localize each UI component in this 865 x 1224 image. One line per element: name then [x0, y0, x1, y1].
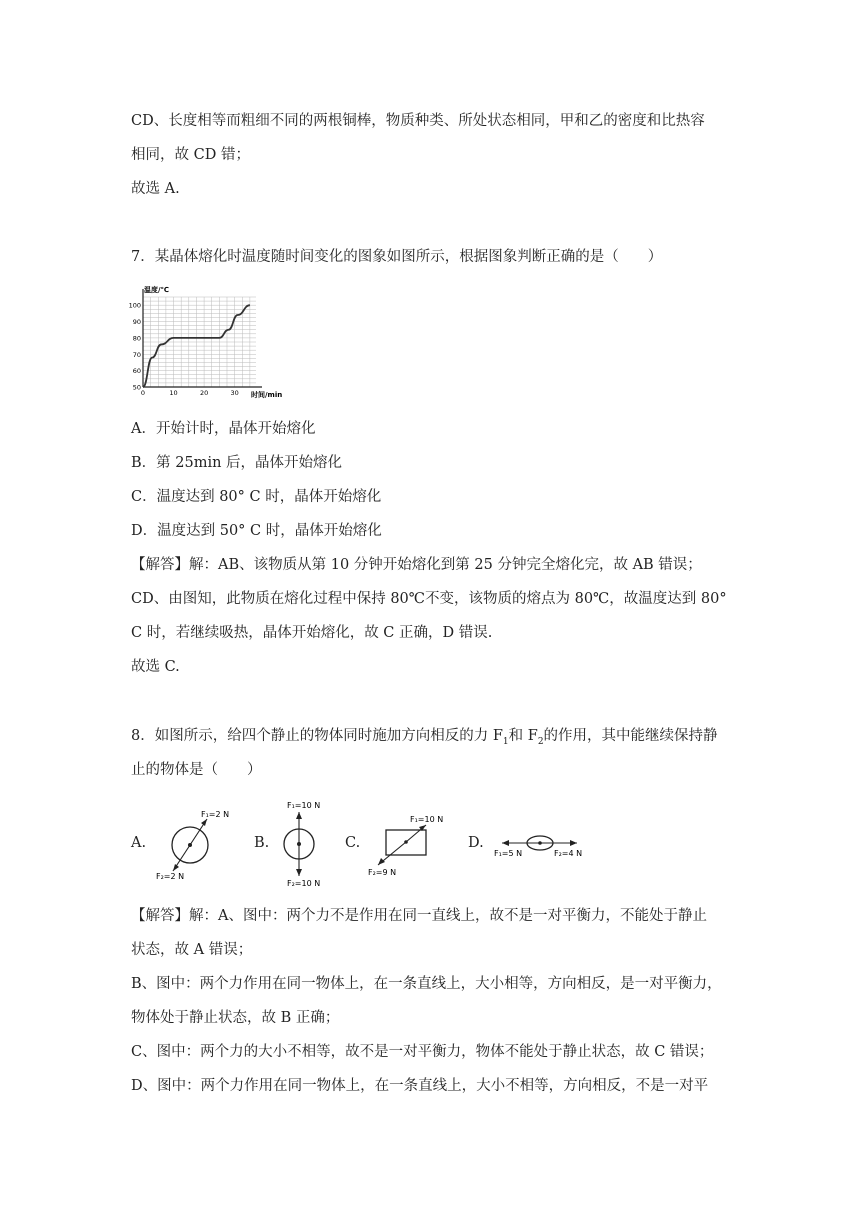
solution-line: 状态，故 A 错误； — [131, 942, 253, 958]
solution-line: 【解答】解：AB、该物质从第 10 分钟开始熔化到第 25 分钟完全熔化完，故 AB 错误； — [131, 557, 702, 573]
option-b: B．第 25min 后，晶体开始熔化 — [131, 455, 343, 471]
diagram-c-label: C. — [345, 835, 361, 851]
x-tick-label: 30 — [230, 389, 239, 397]
question-8-stem — [131, 726, 718, 752]
solution-line: C、图中：两个力的大小不相等，故不是一对平衡力，物体不能处于静止状态，故 C 错误； — [131, 1044, 714, 1060]
solution-line: CD、长度相等而粗细不同的两根铜棒，物质种类、所处状态相同，甲和乙的密度和比热容 — [131, 113, 705, 129]
force-diagram-b — [273, 798, 343, 890]
y-axis-label: 温度/℃ — [144, 286, 170, 294]
option-c: C．温度达到 80° C 时，晶体开始熔化 — [131, 489, 382, 505]
y-tick-labels — [129, 302, 141, 392]
force-diagram-d — [488, 818, 598, 868]
solution-line: 相同，故 CD 错； — [131, 147, 250, 163]
subscript: 2 — [537, 736, 544, 747]
option-a: A．开始计时，晶体开始熔化 — [131, 421, 316, 437]
force-f2-label: F₂=4 N — [554, 849, 583, 858]
y-tick-label: 70 — [132, 350, 141, 359]
answer-line: 故选 C. — [131, 659, 180, 675]
question-7-stem: 7．某晶体熔化时温度随时间变化的图象如图所示，根据图象判断正确的是（ ） — [131, 249, 663, 265]
force-diagram-a — [150, 805, 245, 885]
diagram-a-label: A. — [131, 835, 147, 851]
x-tick-labels — [141, 389, 239, 397]
solution-line: D、图中：两个力作用在同一物体上，在一条直线上，大小不相等，方向相反，不是一对平 — [131, 1078, 709, 1094]
answer-line: 故选 A. — [131, 181, 180, 197]
solution-line: B、图中：两个力作用在同一物体上，在一条直线上，大小相等，方向相反，是一对平衡力， — [131, 976, 722, 992]
force-f2-label: F₂=9 N — [368, 868, 397, 877]
y-tick-label: 90 — [132, 318, 141, 327]
question-8-stem: 止的物体是（ ） — [131, 762, 262, 778]
force-f1-label: F₁=10 N — [410, 815, 444, 824]
force-f1-label: F₁=10 N — [287, 801, 321, 810]
force-f1-label: F₁=5 N — [494, 849, 523, 858]
y-tick-label: 100 — [128, 301, 141, 310]
y-tick-label: 80 — [132, 334, 141, 343]
solution-line: 物体处于静止状态，故 B 正确； — [131, 1010, 340, 1026]
solution-line: C 时，若继续吸热，晶体开始熔化，故 C 正确，D 错误. — [131, 625, 493, 641]
force-f2-label: F₂=10 N — [287, 879, 321, 888]
force-f1-label: F₁=2 N — [201, 810, 230, 819]
y-tick-label: 60 — [132, 367, 141, 376]
x-tick-label: 10 — [169, 389, 178, 397]
stem-text: 和 F — [508, 728, 538, 744]
x-tick-label: 20 — [199, 389, 209, 397]
diagram-d-label: D. — [468, 835, 484, 851]
stem-text: 8．如图所示，给四个静止的物体同时施加方向相反的力 F — [131, 728, 503, 744]
chart-grid — [143, 297, 256, 387]
force-diagram-c — [362, 810, 462, 880]
solution-line: CD、由图知，此物质在熔化过程中保持 80℃不变，该物质的熔点为 80℃，故温度达到 80° — [131, 591, 727, 607]
solution-line: 【解答】解：A、图中：两个力不是作用在同一直线上，故不是一对平衡力，不能处于静止 — [131, 908, 707, 924]
y-tick-label: 50 — [132, 383, 141, 392]
x-axis-label: 时间/min — [251, 391, 283, 399]
subscript: 1 — [502, 736, 509, 747]
x-tick-label: 0 — [140, 389, 146, 397]
force-f2-label: F₂=2 N — [156, 872, 185, 881]
temperature-time-chart — [128, 283, 283, 401]
option-d: D．温度达到 50° C 时，晶体开始熔化 — [131, 523, 382, 539]
diagram-b-label: B. — [254, 835, 270, 851]
stem-text: 的作用，其中能继续保持静 — [543, 728, 718, 744]
